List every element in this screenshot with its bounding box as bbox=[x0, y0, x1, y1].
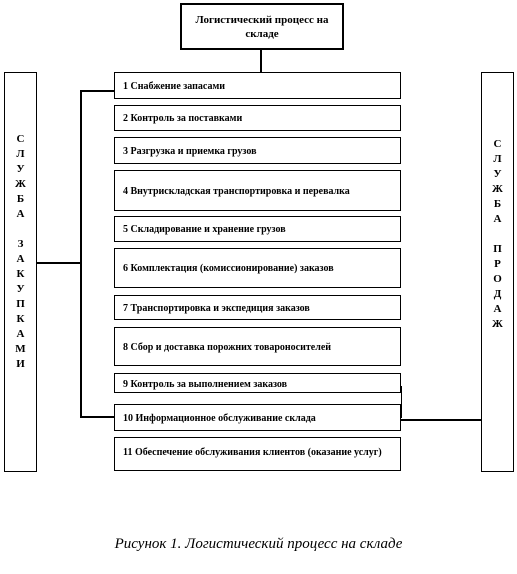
process-step-5-label: 5 Складирование и хранение грузов bbox=[123, 224, 286, 235]
process-step-3 bbox=[114, 137, 401, 164]
process-step-1 bbox=[114, 72, 401, 99]
process-step-8-label: 8 Сбор и доставка порожних товароносителей bbox=[123, 341, 332, 353]
process-step-1-label: 1 Снабжение запасами bbox=[123, 80, 226, 92]
process-step-10-label: 10 Информационное обслуживание склада bbox=[123, 412, 316, 424]
connector-purchasing-to-bus bbox=[37, 262, 81, 264]
process-step-2-label: 2 Контроль за поставками bbox=[123, 113, 243, 124]
process-step-4 bbox=[114, 170, 401, 211]
process-step-7 bbox=[114, 295, 401, 320]
process-step-3-label: 3 Разгрузка и приемка грузов bbox=[123, 145, 257, 157]
diagram-title: Логистический процесс на складе bbox=[195, 13, 329, 40]
purchasing-service-box bbox=[4, 72, 37, 472]
process-step-6 bbox=[114, 248, 401, 288]
process-step-2 bbox=[114, 105, 401, 131]
connector-left-bus-top bbox=[80, 90, 114, 92]
process-step-7-label: 7 Транспортировка и экспедиция заказов bbox=[123, 302, 310, 314]
title-box bbox=[180, 3, 344, 50]
process-step-9-label: 9 Контроль за выполнением заказов bbox=[123, 379, 288, 390]
sales-service-box bbox=[481, 72, 514, 472]
connector-step9-right bbox=[401, 386, 402, 418]
process-step-6-label: 6 Комплектация (комиссионирование) заказов bbox=[123, 263, 334, 274]
connector-title-to-step1 bbox=[260, 50, 262, 72]
figure-caption: Рисунок 1. Логистический процесс на складе bbox=[114, 536, 403, 552]
process-step-11-label: 11 Обеспечение обслуживания клиентов (оказание услуг) bbox=[123, 447, 382, 458]
process-step-10 bbox=[114, 404, 401, 431]
sales-service-label: С Л У Ж Б А П Р О Д А Ж bbox=[492, 138, 503, 330]
process-step-4-label: 4 Внутрискладская транспортировка и перевалка bbox=[123, 185, 350, 197]
process-step-9 bbox=[114, 373, 401, 393]
connector-left-bus bbox=[80, 90, 82, 417]
connector-left-bus-bottom bbox=[80, 416, 114, 418]
purchasing-service-label: С Л У Ж Б А З А К У П К А М И bbox=[15, 133, 26, 370]
process-step-5 bbox=[114, 216, 401, 242]
process-step-8 bbox=[114, 327, 401, 366]
process-step-11 bbox=[114, 437, 401, 471]
